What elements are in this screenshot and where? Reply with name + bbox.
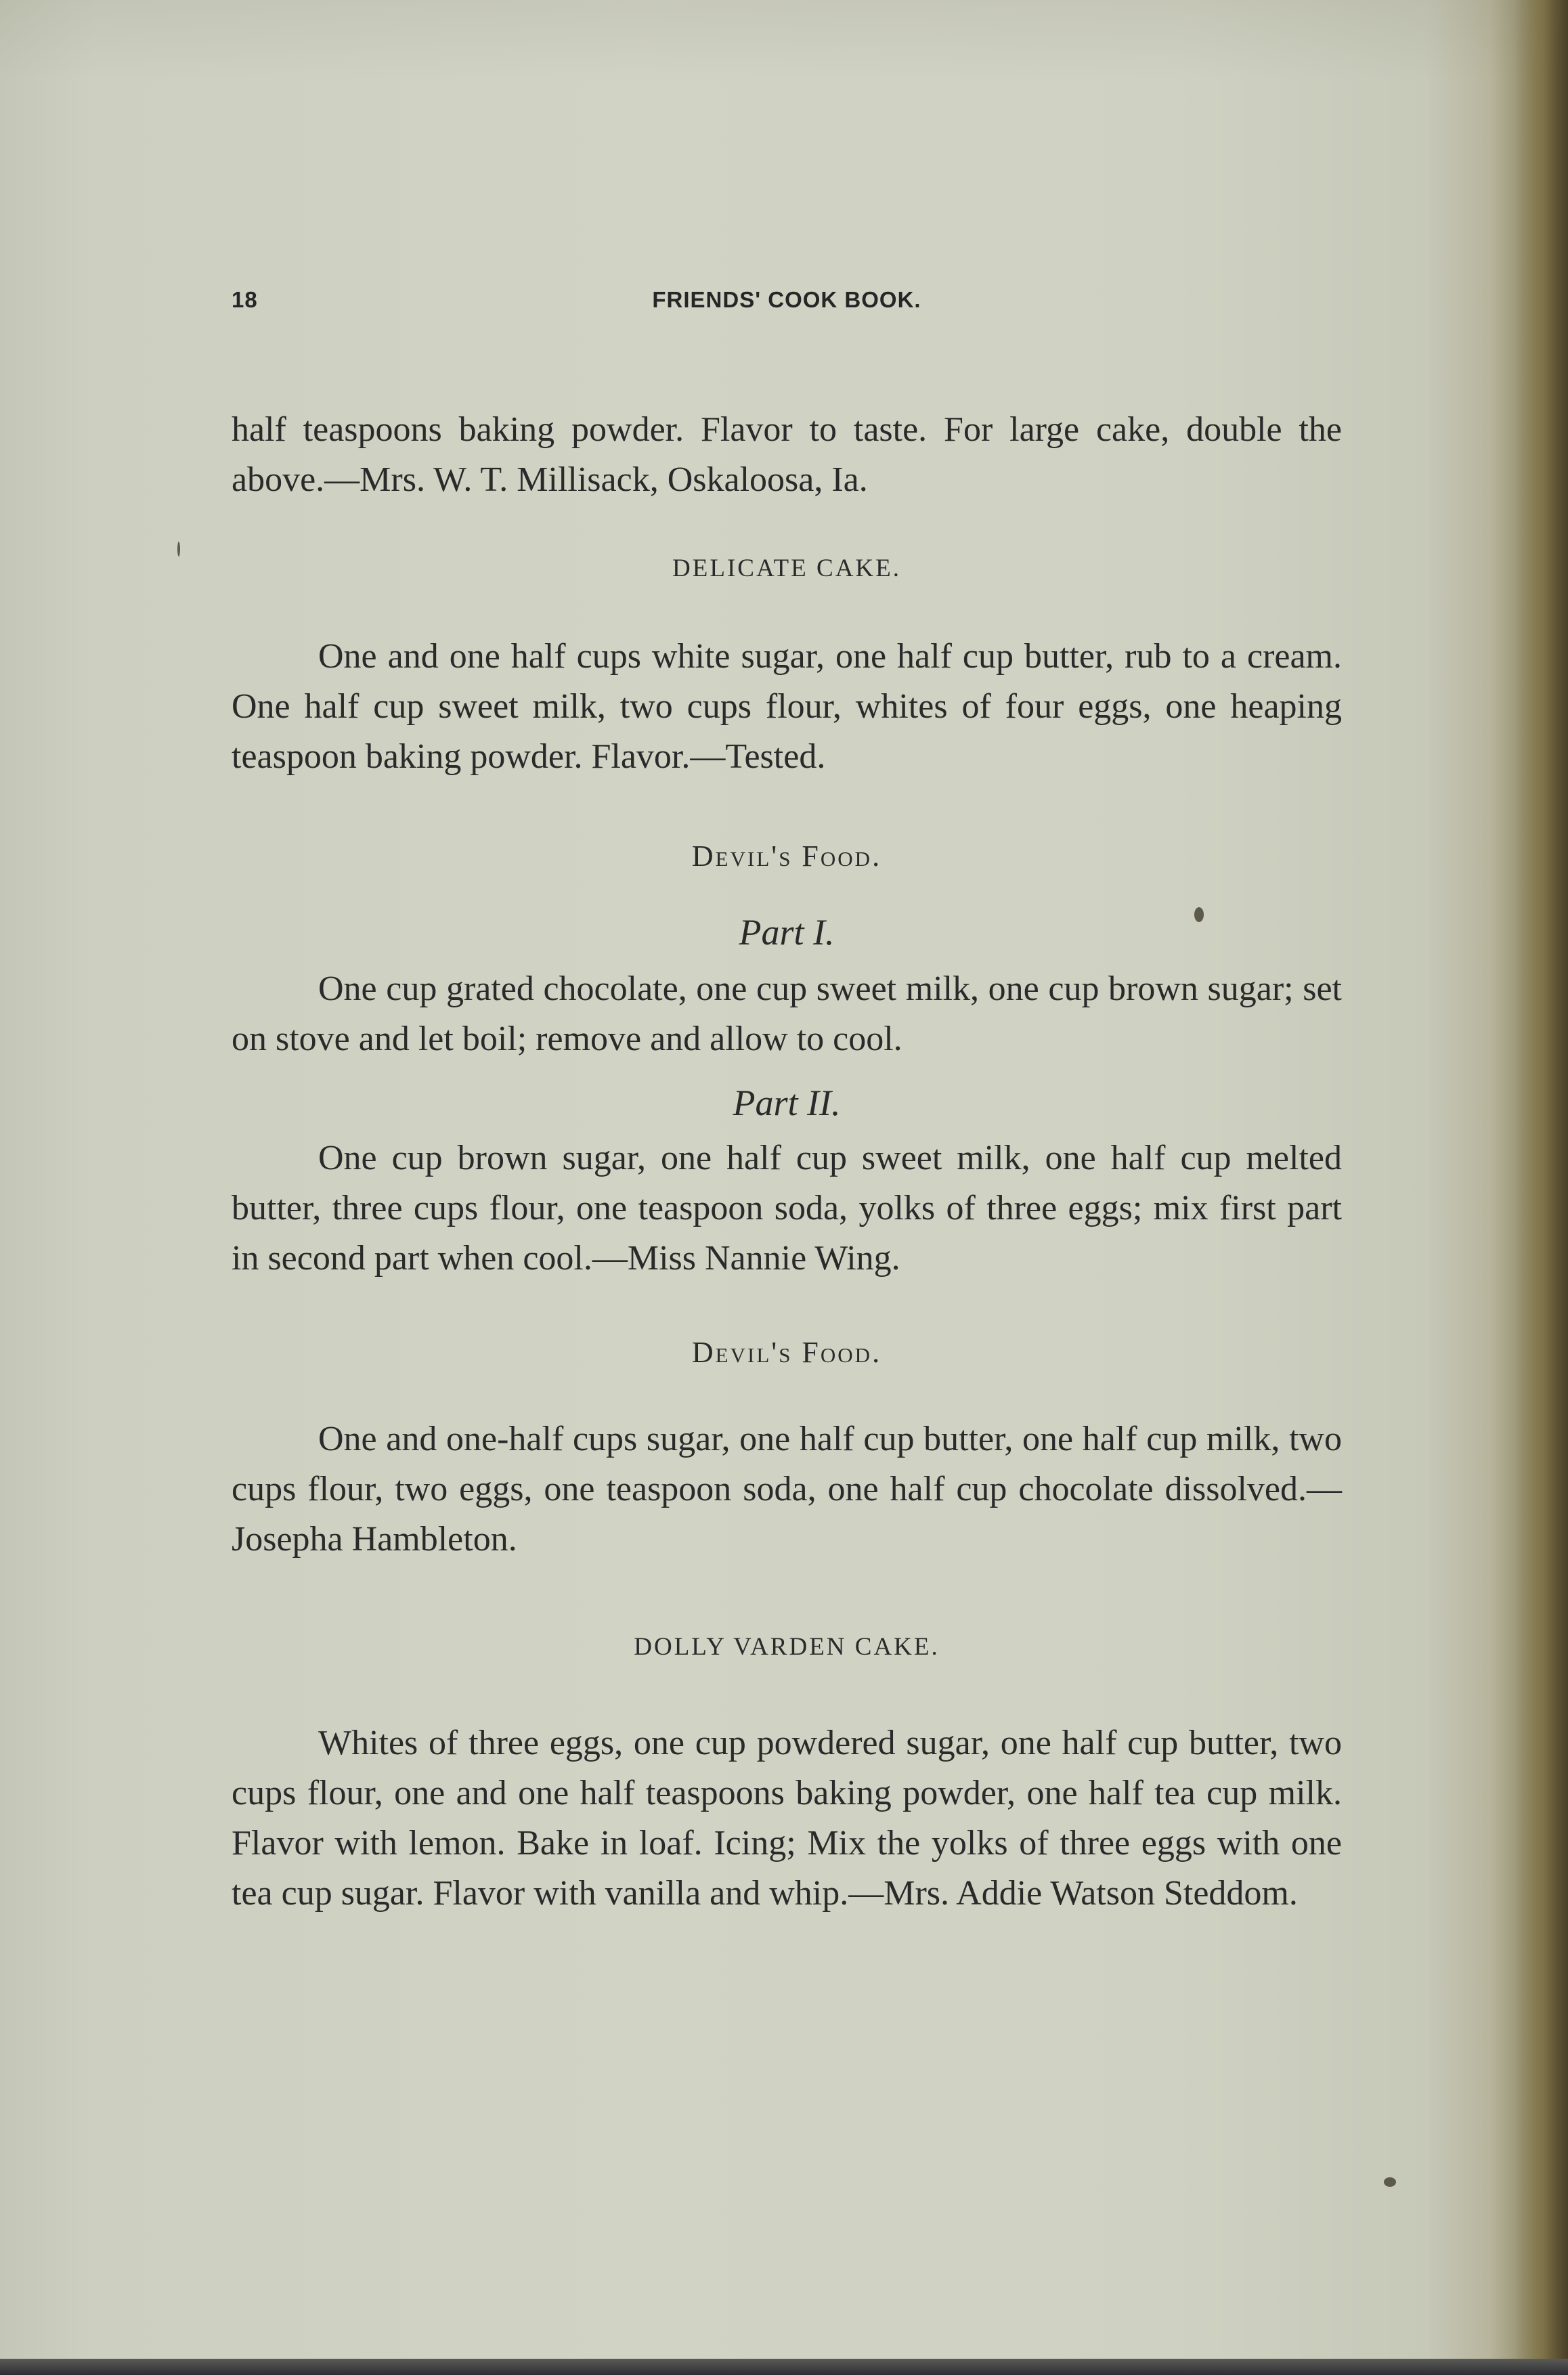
- recipe-body: One and one half cups white sugar, one half cup butter, rub to a cream. One half cup sweet milk, two cups flour, whites of four eggs, one heaping teaspoon baking powder. Flavor.—Tested.: [232, 637, 1342, 776]
- scan-bottom-border: [0, 2359, 1568, 2375]
- paper-speck: [177, 542, 180, 557]
- recipe-body: Whites of three eggs, one cup powdered sugar, one half cup butter, two cups flour, one and one half teaspoons baking powder, one half tea cup milk. Flavor with lemon. Bake in loaf. Icing; Mix the yolks of three eggs with one tea cup sugar. Flavor with vanilla and whip.—Mrs. Addie Watson Steddom.: [232, 1724, 1342, 1913]
- part-label: Part I.: [739, 912, 835, 953]
- recipe-body: One cup brown sugar, one half cup sweet milk, one half cup melted butter, three cups flour, one teaspoon soda, yolks of three eggs; mix first part in second part when cool.—Miss Nannie Wing.: [232, 1139, 1342, 1278]
- page-number: 18: [232, 287, 258, 312]
- continuation-paragraph: half teaspoons baking powder. Flavor to taste. For large cake, double the above.—Mrs. W. T. Millisack, Oskaloosa, Ia.: [232, 410, 1342, 499]
- page-shading: [0, 0, 1568, 81]
- part-label: Part II.: [733, 1083, 841, 1123]
- recipe-body: One cup grated chocolate, one cup sweet milk, one cup brown sugar; set on stove and let boil; remove and allow to cool.: [232, 969, 1342, 1058]
- book-title: FRIENDS' COOK BOOK.: [652, 287, 921, 312]
- recipe-body: One and one-half cups sugar, one half cup butter, one half cup milk, two cups flour, two eggs, one teaspoon soda, one half cup chocolate dissolved.—Josepha Hambleton.: [232, 1420, 1342, 1559]
- recipe-title: DOLLY VARDEN CAKE.: [634, 1633, 940, 1661]
- recipe-title: Devil's Food.: [691, 1336, 882, 1369]
- running-head: [232, 278, 1342, 325]
- recipe-title: DELICATE CAKE.: [672, 554, 901, 582]
- recipe-title: Devil's Food.: [691, 840, 882, 873]
- page-edge: [1514, 0, 1568, 2375]
- text-column: [232, 278, 1342, 1919]
- paper-speck: [1384, 2177, 1396, 2187]
